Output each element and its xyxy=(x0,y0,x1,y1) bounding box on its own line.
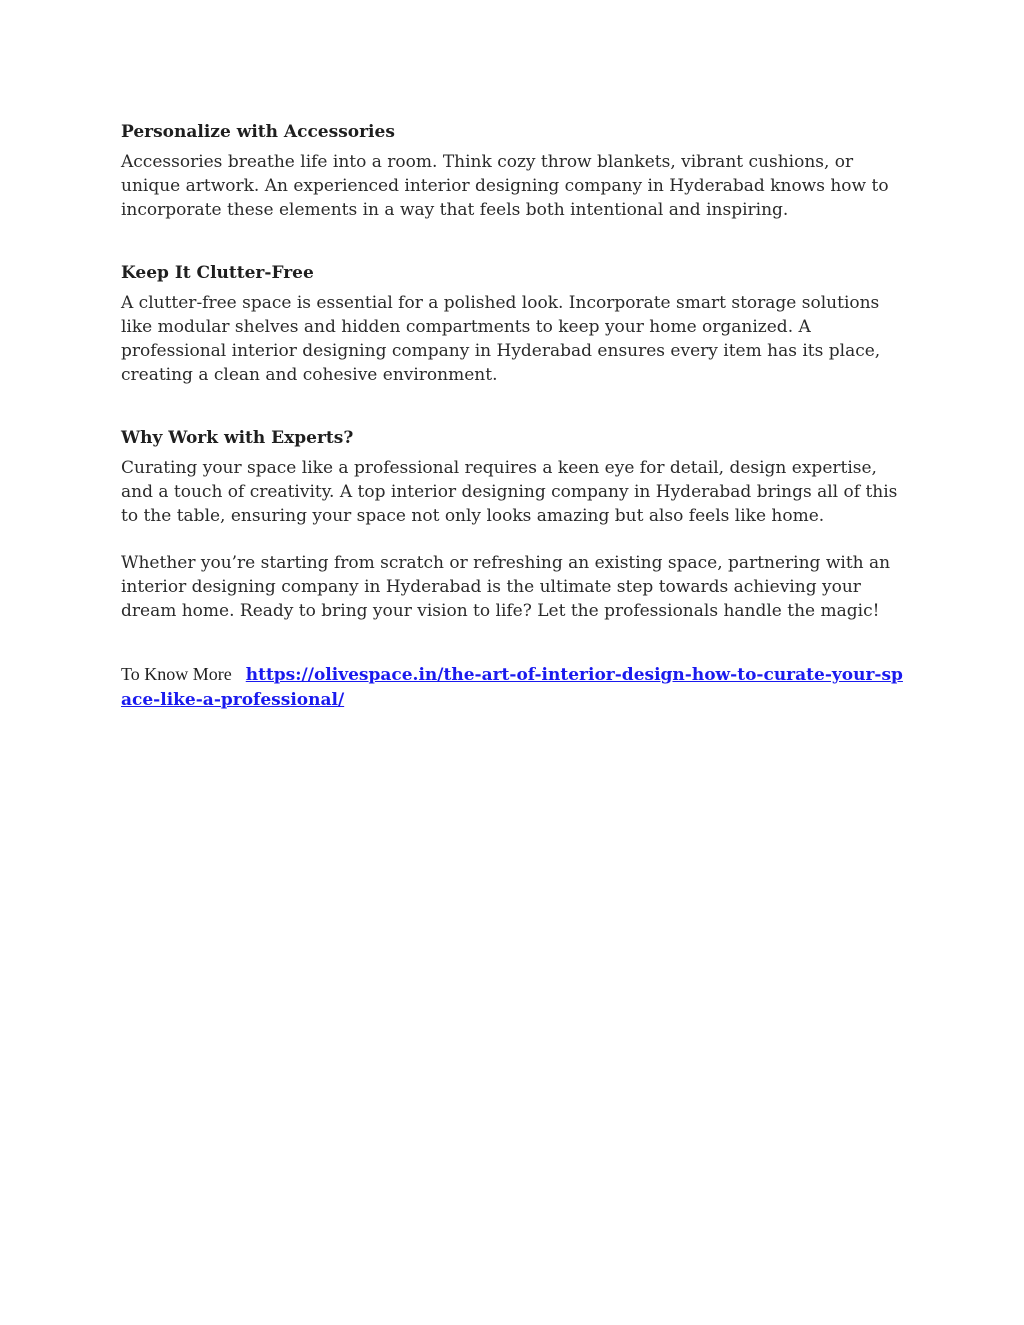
document-page xyxy=(121,120,906,713)
section-heading: Why Work with Experts? xyxy=(121,428,354,448)
section-paragraph: A clutter-free space is essential for a polished look. Incorporate smart storage solutions like modular shelves and hidden compartments to keep your home organized. A professional interior designing company in Hyderabad ensures every item has its place, creating a clean and cohesive environment. xyxy=(121,293,881,385)
section-clutter-free xyxy=(121,261,906,387)
section-experts xyxy=(121,426,906,623)
section-paragraph: Curating your space like a professional requires a keen eye for detail, design expertise, and a touch of creativity. A top interior designing company in Hyderabad brings all of this to the table, ensuring your space not only looks amazing but also feels like home. xyxy=(121,458,898,526)
section-paragraph: Accessories breathe life into a room. Think cozy throw blankets, vibrant cushions, or unique artwork. An experienced interior designing company in Hyderabad knows how to incorporate these elements in a way that feels both intentional and inspiring. xyxy=(121,152,889,220)
know-more-line xyxy=(121,662,906,713)
section-heading: Keep It Clutter-Free xyxy=(121,263,314,283)
section-heading: Personalize with Accessories xyxy=(121,122,395,142)
section-paragraph: Whether you’re starting from scratch or refreshing an existing space, partnering with an interior designing company in Hyderabad is the ultimate step towards achieving your dream home. Ready to bring your vision to life? Let the professionals handle the magic! xyxy=(121,553,891,621)
article-link[interactable]: https://olivespace.in/the-art-of-interior-design-how-to-curate-your-space-like-a-professional/ xyxy=(121,665,903,710)
know-more-label: To Know More xyxy=(121,664,232,684)
section-accessories xyxy=(121,120,906,222)
